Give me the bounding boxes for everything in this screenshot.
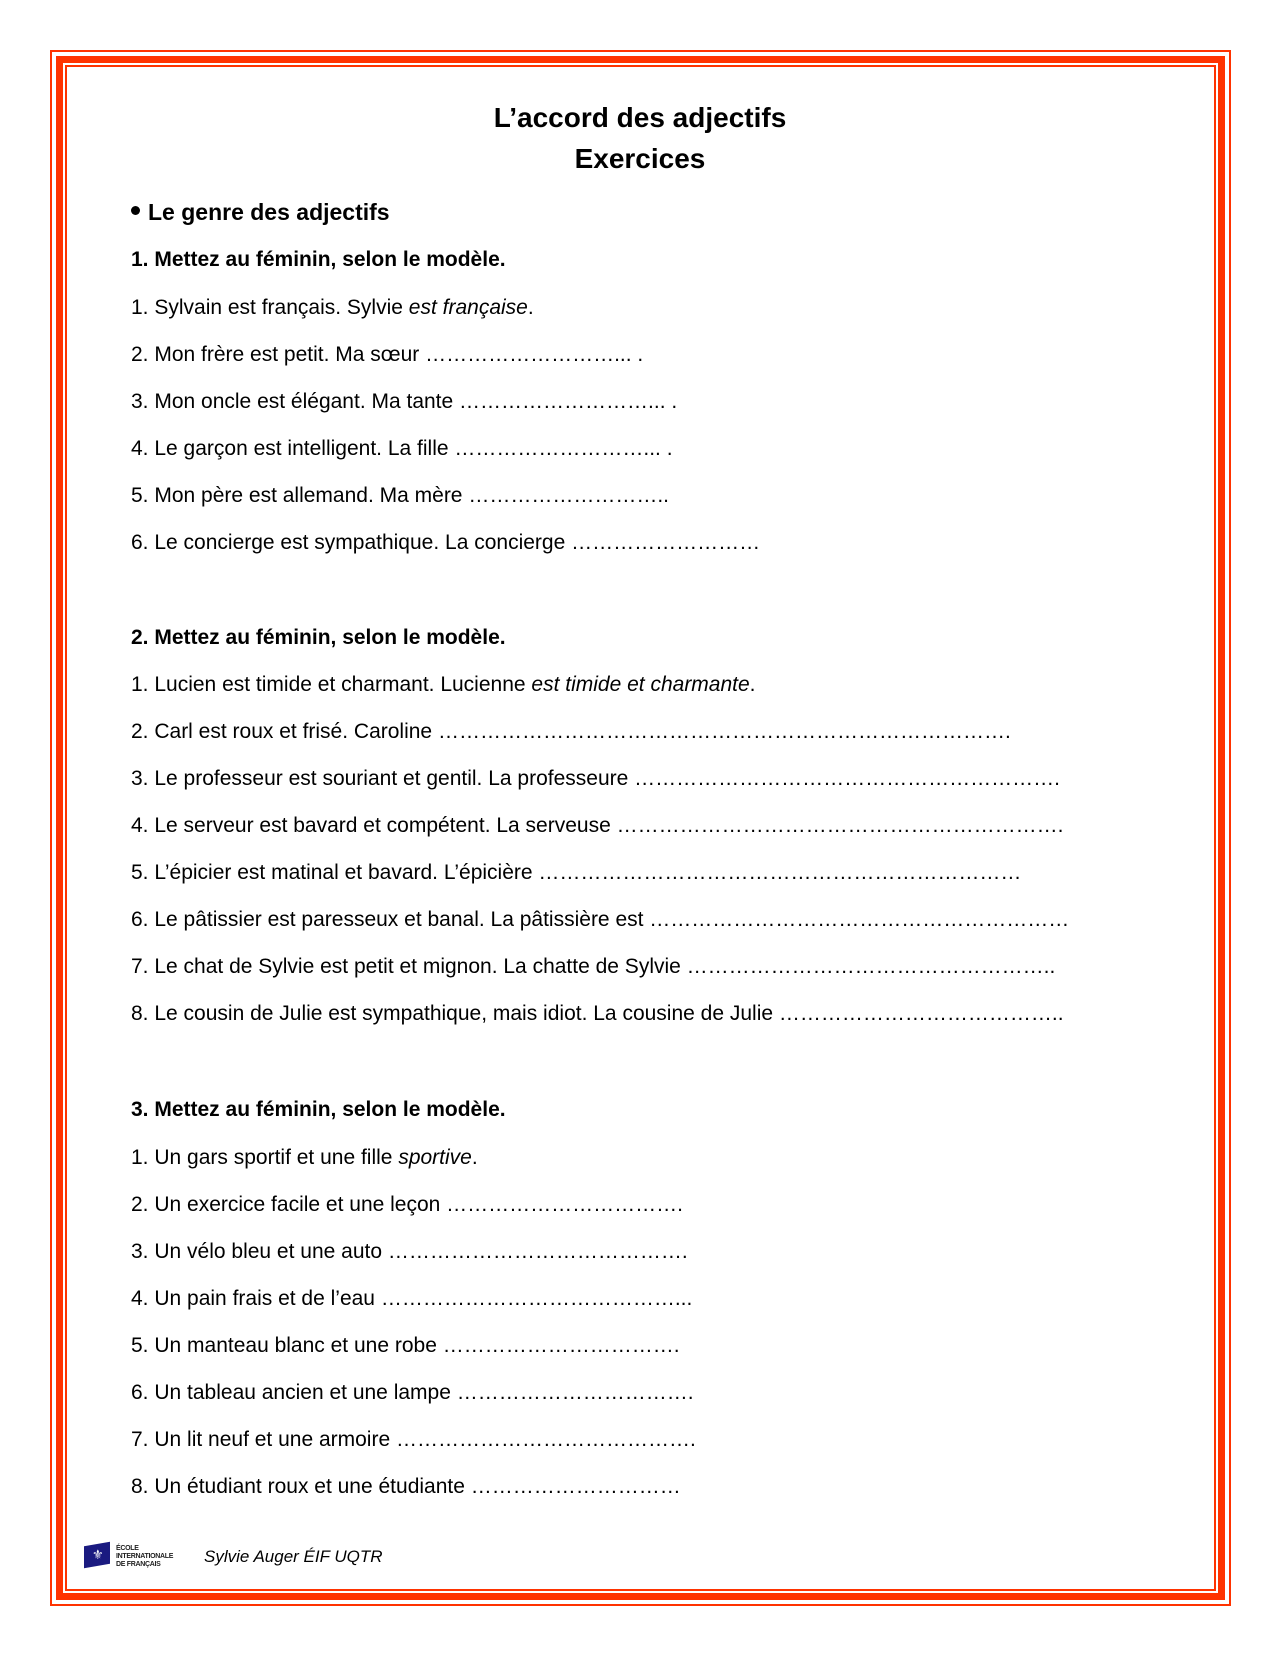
footer (84, 1542, 383, 1572)
exercise-2-item-6: 6. Le pâtissier est paresseux et banal. La pâtissière est …………………………………………………… (131, 908, 1070, 931)
footer-author: Sylvie Auger ÉIF UQTR (204, 1547, 383, 1566)
section-heading-label: Le genre des adjectifs (148, 199, 390, 225)
exercise-2-item-2: 2. Carl est roux et frisé. Caroline ………………………………………………………………………. (131, 720, 1011, 743)
exercise-1-item-5: 5. Mon père est allemand. Ma mère ……………………….. (131, 484, 669, 507)
page-subtitle: Exercices (574, 143, 706, 174)
exercise-2-item-4: 4. Le serveur est bavard et compétent. La serveuse ………………………………………………………. (131, 814, 1064, 837)
exercise-2-item-3: 3. Le professeur est souriant et gentil. La professeure ……………………………………………………. (131, 767, 1060, 790)
exercise-1-item-3: 3. Mon oncle est élégant. Ma tante ………………………... . (131, 390, 678, 413)
exercise-3-item-6: 6. Un tableau ancien et une lampe ……………………………. (131, 1381, 694, 1404)
exercise-3-item-2: 2. Un exercice facile et une leçon ……………………………. (131, 1193, 684, 1216)
bullet-icon (131, 206, 140, 215)
exercise-2-heading: 2. Mettez au féminin, selon le modèle. (131, 626, 506, 649)
exercise-2-item-1: 1. Lucien est timide et charmant. Lucienne est timide et charmante. (131, 673, 756, 696)
exercise-2-item-5: 5. L’épicier est matinal et bavard. L’épicière …………………………………………………………… (131, 861, 1022, 884)
exercise-3-item-5: 5. Un manteau blanc et une robe ……………………………. (131, 1334, 680, 1357)
exercise-3-heading: 3. Mettez au féminin, selon le modèle. (131, 1098, 506, 1121)
exercise-2-item-7: 7. Le chat de Sylvie est petit et mignon. La chatte de Sylvie …………………………………………….. (131, 955, 1056, 978)
exercise-2-item-8: 8. Le cousin de Julie est sympathique, mais idiot. La cousine de Julie ………………………………….. (131, 1002, 1064, 1025)
exercise-3-item-8: 8. Un étudiant roux et une étudiante ………………………… (131, 1475, 681, 1498)
exercise-1-item-1: 1. Sylvain est français. Sylvie est française. (131, 296, 534, 319)
exercise-1-item-6: 6. Le concierge est sympathique. La concierge ……………………… (131, 531, 761, 554)
logo-text: ÉCOLE INTERNATIONALE DE FRANÇAIS (116, 1545, 174, 1568)
exercise-3-item-7: 7. Un lit neuf et une armoire ……………………………………. (131, 1428, 696, 1451)
exercise-3-item-4: 4. Un pain frais et de l’eau ……………………………………... (131, 1287, 693, 1310)
exercise-3-item-1: 1. Un gars sportif et une fille sportive. (131, 1146, 478, 1169)
section-heading (131, 199, 390, 226)
page-title: L’accord des adjectifs (493, 102, 787, 133)
exercise-3-item-3: 3. Un vélo bleu et une auto ……………………………………. (131, 1240, 688, 1263)
exercise-1-item-4: 4. Le garçon est intelligent. La fille ………………………... . (131, 437, 673, 460)
exercise-1-heading: 1. Mettez au féminin, selon le modèle. (131, 248, 506, 271)
school-logo: ⚜ ÉCOLE INTERNATIONALE DE FRANÇAIS (84, 1542, 174, 1572)
exercise-1-item-2: 2. Mon frère est petit. Ma sœur ………………………... . (131, 343, 644, 366)
